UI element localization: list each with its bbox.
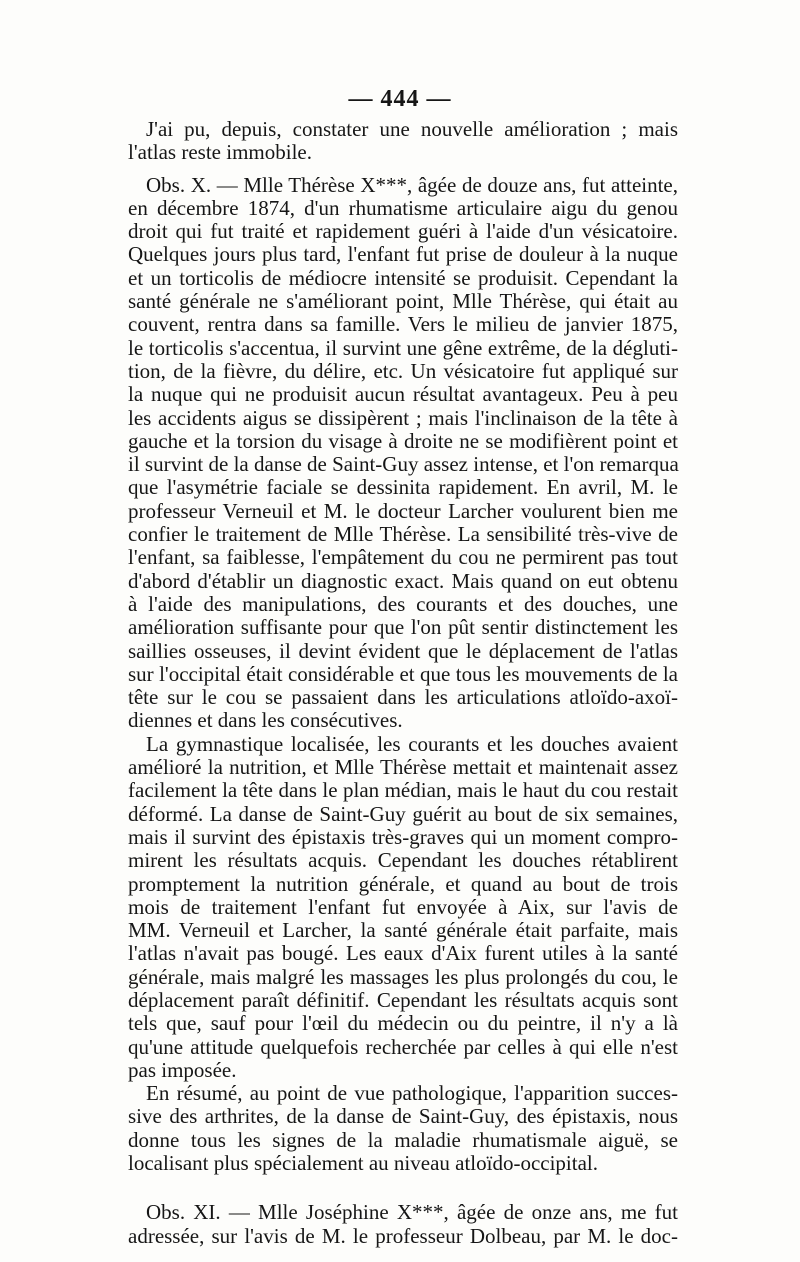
text-line: tels que, sauf pour l'œil du médecin ou du peintre, il n'y a là [128,1011,678,1036]
text-line: droit qui fut traité et rapidement guéri à l'aide d'un vésicatoire. [128,219,678,244]
text-line: déformé. La danse de Saint-Guy guérit au bout de six semaines, [128,801,678,826]
page-number: — 444 — [348,86,452,112]
text-line: amélioration suffisante pour que l'on pût sentir distinctement les [128,615,678,640]
text-line: En résumé, au point de vue pathologique, l'apparition succes- [146,1081,678,1106]
text-line: sur l'occipital était considérable et que tous les mouvements de la [128,661,678,686]
text-line: facilement la tête dans le plan médian, mais le haut du cou restait [128,778,678,803]
text-line: confier le traitement de Mlle Thérèse. La sensibilité très-vive de [128,522,678,547]
text-line: d'abord d'établir un diagnostic exact. Mais quand on eut obtenu [128,568,678,593]
paragraph-conclusion-previous [128,118,678,165]
text-line: saillies osseuses, il devint évident que le déplacement de l'atlas [128,638,678,663]
text-line: Quelques jours plus tard, l'enfant fut prise de douleur à la nuque [128,242,678,267]
text-line: à l'aide des manipulations, des courants et des douches, une [128,591,678,616]
text-line: La gymnastique localisée, les courants et les douches avaient [146,731,678,756]
paragraph-summary [128,1082,678,1175]
text-line: localisant plus spécialement au niveau atloïdo-occipital. [128,1151,599,1176]
text-line: Obs. X. — Mlle Thérèse X***, âgée de douze ans, fut atteinte, [146,172,678,197]
text-line: tion, de la fièvre, du délire, etc. Un vésicatoire fut appliqué sur [128,358,678,383]
text-line: Obs. XI. — Mlle Joséphine X***, âgée de onze ans, me fut [146,1200,678,1225]
text-line: l'enfant, sa faiblesse, l'empâtement du cou ne permirent pas tout [128,545,678,570]
text-line: il survint de la danse de Saint-Guy assez intense, et l'on remarqua [128,452,679,477]
text-line: mois de traitement l'enfant fut envoyée à Aix, sur l'avis de [128,894,678,919]
text-line: en décembre 1874, d'un rhumatisme articulaire aigu du genou [128,195,678,220]
text-line: MM. Verneuil et Larcher, la santé générale était parfaite, mais [128,918,678,943]
text-line: pas imposée. [128,1057,237,1082]
text-line: l'atlas reste immobile. [128,140,312,165]
observation-xi [128,1201,678,1248]
text-line: et un torticolis de médiocre intensité se produisit. Cependant la [128,265,678,290]
text-line: santé générale ne s'améliorant point, Mlle Thérèse, qui était au [128,289,678,314]
text-line: diennes et dans les consécutives. [128,708,403,733]
text-line: déplacement paraît définitif. Cependant les résultats acquis sont [128,987,678,1012]
text-line: adressée, sur l'avis de M. le professeur Dolbeau, par M. le doc- [128,1223,678,1248]
text-line: amélioré la nutrition, et Mlle Thérèse mettait et maintenait assez [128,755,678,780]
text-line: gauche et la torsion du visage à droite ne se modifièrent point et [128,428,678,453]
observation-x [128,174,678,733]
text-line: mais il survint des épistaxis très-graves qui un moment compro- [128,824,678,849]
paragraph-treatment [128,733,678,1082]
text-line: qu'une attitude quelquefois recherchée par celles à qui elle n'est [128,1034,678,1059]
text-line: couvent, rentra dans sa famille. Vers le milieu de janvier 1875, [128,312,678,337]
text-line: mirent les résultats acquis. Cependant les douches rétablirent [128,848,678,873]
body-text [128,118,678,1248]
text-line: les accidents aigus se dissipèrent ; mais l'inclinaison de la tête à [128,405,678,430]
text-line: la nuque qui ne produisit aucun résultat avantageux. Peu à peu [128,382,678,407]
text-line: tête sur le cou se passaient dans les articulations atloïdo-axoï- [128,685,678,710]
text-line: donne tous les signes de la maladie rhumatismale aiguë, se [128,1127,678,1152]
text-line: générale, mais malgré les massages les plus prolongés du cou, le [128,964,678,989]
text-line: professeur Verneuil et M. le docteur Larcher voulurent bien me [128,498,678,523]
text-line: le torticolis s'accentua, il survint une gêne extrême, de la dégluti- [128,335,678,360]
text-line: promptement la nutrition générale, et quand au bout de trois [128,871,678,896]
text-line: l'atlas n'avait pas bougé. Les eaux d'Aix furent utiles à la santé [128,941,678,966]
text-line: sive des arthrites, de la danse de Saint-Guy, des épistaxis, nous [128,1104,678,1129]
text-line: que l'asymétrie faciale se dessinita rapidement. En avril, M. le [128,475,678,500]
text-line: J'ai pu, depuis, constater une nouvelle amélioration ; mais [146,117,678,141]
